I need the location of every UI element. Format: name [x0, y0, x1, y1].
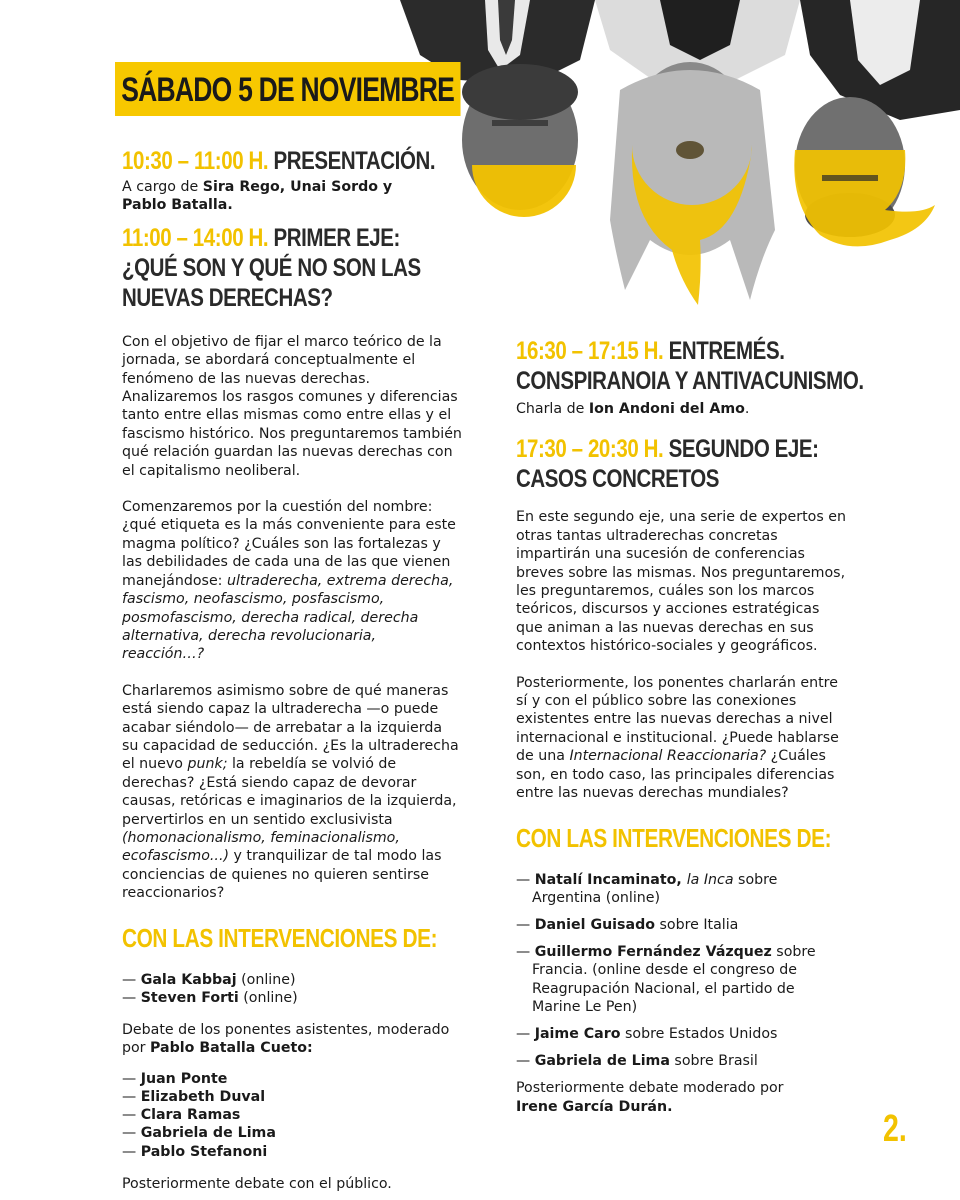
- session-heading-entremes: [516, 336, 864, 396]
- presenters-line: [122, 178, 462, 215]
- session-time: 11:00 – 14:00 H.: [122, 223, 269, 252]
- paragraph-marco-teorico: Con el objetivo de fijar el marco teórico de la jornada, se abordará conceptualmente el fenómeno de las nuevas derechas. Analizaremos los rasgos comunes y diferencias tanto entre ellas mismas como entre ellas y el fascismo histórico. Nos preguntaremos también qué relación guardan las nuevas derechas con el capitalismo neoliberal.: [122, 333, 462, 479]
- list-item: — Natalí Incaminato, la Inca sobre Argentina (online): [516, 871, 778, 906]
- speaker-name: Pablo Stefanoni: [140, 1143, 268, 1160]
- speaker-name: Juan Ponte: [140, 1070, 228, 1087]
- page-number: 2.: [883, 1108, 907, 1150]
- speaker-name: Natalí Incaminato,: [534, 871, 687, 888]
- paragraph-seduccion: [122, 682, 462, 903]
- paragraph-conexiones: [516, 674, 846, 803]
- list-item: — Guillermo Fernández Vázquez sobre Francia. (online desde el congreso de Reagrupación Nacional, el partido de Marine Le Pen): [516, 944, 816, 1015]
- left-person-hair: [462, 64, 578, 120]
- interventions-heading: CON LAS INTERVENCIONES DE:: [122, 922, 438, 953]
- paragraph-seduccion-italic-list: (homonacionalismo, feminacionalismo, ecofascismo...): [122, 829, 400, 865]
- list-item: — Gabriela de Lima: [122, 1125, 276, 1142]
- session-heading-presentacion: [122, 146, 436, 176]
- paragraph-seduccion-text-b: la rebeldía se volvió de derechas? ¿Está siendo capaz de devorar causas, retóricas e imaginarios de la izquierda, pervertirlos en un sentido exclusivista: [122, 756, 457, 828]
- paragraph-seduccion-text-c: y tranquilizar de tal modo las conciencias de quienes no quieren sentirse reaccionarios?: [122, 848, 442, 902]
- closing-moderator: Irene García Durán.: [516, 1098, 673, 1115]
- portraits-artwork: [380, 0, 960, 320]
- speaker-name: Gabriela de Lima: [140, 1125, 276, 1142]
- center-person-mouth: [676, 141, 704, 159]
- closing-line: Posteriormente debate con el público.: [122, 1175, 392, 1192]
- speaker-topic: sobre Argentina (online): [532, 871, 778, 906]
- right-yellow-circle: [794, 150, 935, 246]
- talk-line: [516, 400, 846, 418]
- right-column: [516, 336, 864, 1116]
- speaker-topic: sobre Estados Unidos: [620, 1025, 778, 1042]
- speaker-topic: sobre Italia: [654, 916, 739, 933]
- debate-speakers-list: [122, 1070, 462, 1161]
- closing-line: [516, 1079, 846, 1116]
- left-person-eyes: [492, 120, 548, 126]
- paragraph-seduccion-text-a: Charlaremos asimismo sobre de qué maneras está siendo capaz la ultraderecha —o puede acabar siéndolo— de arrebatar a la izquierda su capacidad de seducción. ¿Es la ultraderecha el nuevo: [122, 682, 459, 773]
- speaker-topic: sobre Brasil: [669, 1053, 758, 1070]
- session-heading-segundo-eje: [516, 434, 819, 494]
- right-person-eyes: [822, 175, 878, 181]
- date-banner: SÁBADO 5 DE NOVIEMBRE: [115, 62, 460, 116]
- speaker-name: Steven Forti: [140, 989, 239, 1006]
- presenters-names-2: Pablo Batalla.: [122, 197, 233, 214]
- session-title: PRESENTACIÓN.: [273, 147, 436, 175]
- list-item: — Gala Kabbaj (online): [122, 971, 296, 988]
- session-title-line2: CONSPIRANOIA Y ANTIVACUNISMO.: [516, 367, 864, 395]
- paragraph-nombre: [122, 498, 462, 664]
- talk-prefix: Charla de: [516, 401, 589, 417]
- session-title-line1: SEGUNDO EJE:: [668, 435, 819, 464]
- speaker-note: (online): [236, 971, 296, 988]
- session-time: 10:30 – 11:00 H.: [122, 147, 269, 175]
- list-item: — Clara Ramas: [122, 1107, 241, 1124]
- presenters-names: Sira Rego, Unai Sordo y: [202, 179, 393, 195]
- speaker-name: Gala Kabbaj: [140, 971, 237, 988]
- left-yellow-circle: [472, 165, 576, 217]
- debate-line: [122, 1021, 462, 1058]
- paragraph-conexiones-text-b: ¿Cuáles son, en todo caso, las principales diferencias entre las nuevas derechas mundiales?: [516, 748, 835, 802]
- session-heading-primer-eje: [122, 223, 421, 313]
- online-speakers-list: [122, 971, 462, 1007]
- paragraph-nombre-text: Comenzaremos por la cuestión del nombre: ¿qué etiqueta es la más conveniente para este magma político? ¿Cuáles son las fortalezas y las debilidades de cada una de las que vienen manejándose:: [122, 499, 456, 589]
- session-title-line2: ¿QUÉ SON Y QUÉ NO SON LAS: [122, 253, 421, 282]
- paragraph-conexiones-italic: Internacional Reaccionaria?: [569, 748, 767, 765]
- session-title-line1: ENTREMÉS.: [668, 337, 785, 365]
- speaker-name: Clara Ramas: [140, 1107, 241, 1124]
- presenters-prefix: A cargo de: [122, 179, 203, 195]
- session-title-line2: CASOS CONCRETOS: [516, 465, 720, 494]
- speaker-name: Gabriela de Lima: [534, 1053, 670, 1070]
- speaker-name: Guillermo Fernández Vázquez: [534, 944, 772, 961]
- session-time: 17:30 – 20:30 H.: [516, 435, 664, 464]
- debate-prefix: Debate de los ponentes asistentes, moderado por: [122, 1022, 450, 1057]
- list-item: — Juan Ponte: [122, 1070, 228, 1087]
- paragraph-nombre-italic: ultraderecha, extrema derecha, fascismo, neofascismo, posfascismo, posmofascismo, derecha radical, derecha alternativa, derecha revolucionaria, reacción…?: [122, 572, 454, 663]
- speaker-nickname: la Inca: [686, 871, 734, 888]
- speaker-note: (online): [238, 989, 298, 1006]
- left-column: [122, 146, 462, 1193]
- session-time: 16:30 – 17:15 H.: [516, 337, 664, 365]
- paragraph-conexiones-text-a: Posteriormente, los ponentes charlarán entre sí y con el público sobre las conexiones existentes entre las nuevas derechas a nivel internacional e institucional. ¿Puede hablarse de una: [516, 674, 839, 765]
- list-item: — Gabriela de Lima sobre Brasil: [516, 1053, 758, 1070]
- closing-prefix: Posteriormente debate moderado por: [516, 1080, 784, 1097]
- speaker-name: Jaime Caro: [534, 1025, 621, 1042]
- speaker-topic: sobre Francia. (online desde el congreso de Reagrupación Nacional, el partido de Marine Le Pen): [532, 944, 816, 1015]
- talk-suffix: .: [744, 401, 750, 417]
- list-item: — Elizabeth Duval: [122, 1089, 266, 1106]
- interventions-heading: CON LAS INTERVENCIONES DE:: [516, 822, 832, 853]
- list-item: — Steven Forti (online): [122, 989, 298, 1006]
- talk-speaker: Ion Andoni del Amo: [588, 401, 745, 417]
- list-item: — Jaime Caro sobre Estados Unidos: [516, 1025, 778, 1042]
- session-title-line3: NUEVAS DERECHAS?: [122, 283, 333, 312]
- country-speakers-list: [516, 871, 846, 1071]
- list-item: — Daniel Guisado sobre Italia: [516, 916, 739, 933]
- list-item: — Pablo Stefanoni: [122, 1143, 268, 1160]
- paragraph-expertos: En este segundo eje, una serie de expertos en otras tantas ultraderechas concretas impartirán una sucesión de conferencias breves sobre las mismas. Nos preguntaremos, les preguntaremos, cuáles son los marcos teóricos, discursos y acciones estratégicas que animan a las nuevas derechas en sus contextos histórico-sociales y geográficos.: [516, 509, 846, 655]
- debate-moderator: Pablo Batalla Cueto:: [150, 1040, 313, 1057]
- session-title-line1: PRIMER EJE:: [273, 223, 400, 252]
- speaker-name: Daniel Guisado: [534, 916, 655, 933]
- speaker-name: Elizabeth Duval: [140, 1089, 266, 1106]
- paragraph-seduccion-italic-punk: punk;: [187, 756, 228, 773]
